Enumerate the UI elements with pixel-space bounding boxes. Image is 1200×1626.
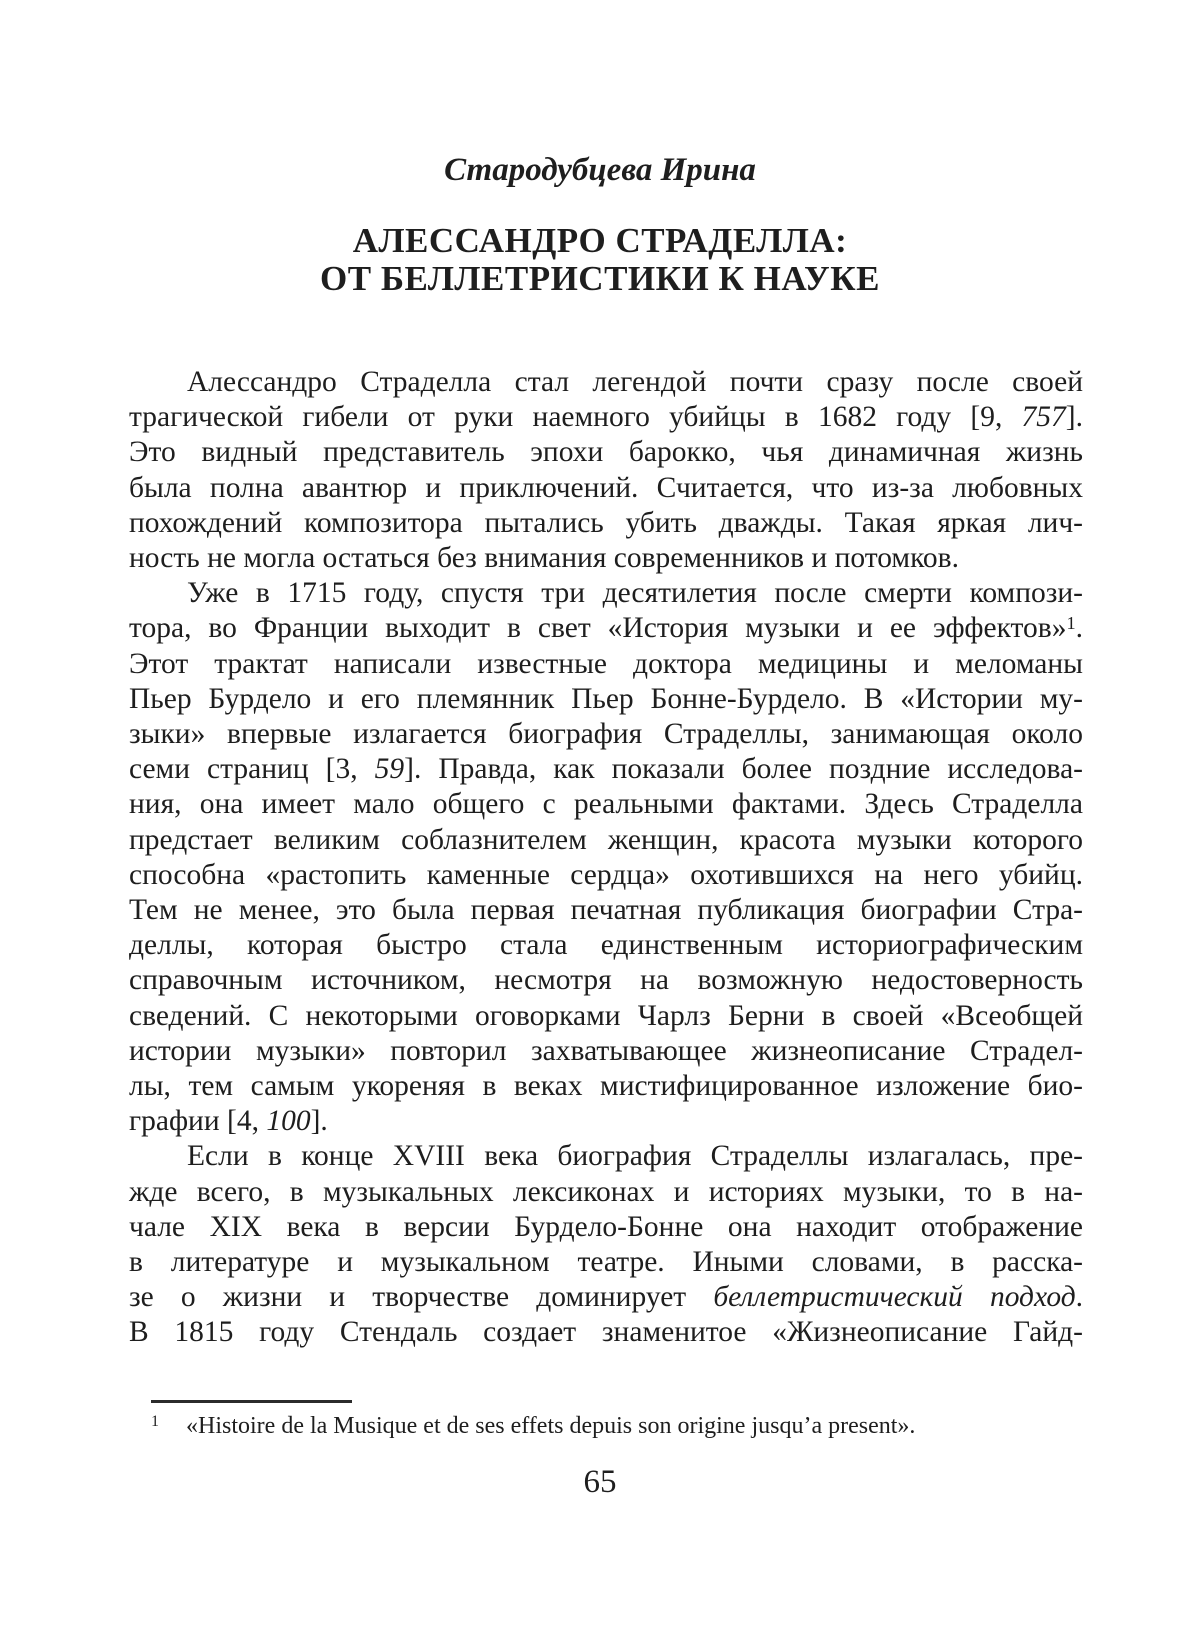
text-segment: беллетристический подход — [713, 1281, 1076, 1314]
text-line — [129, 858, 1083, 893]
text-line — [129, 1210, 1083, 1245]
text-segment: 59 — [374, 753, 405, 786]
footnote-marker: 1 — [151, 1413, 159, 1430]
text-segment: деллы, которая быстро стала единственным историографическим — [129, 929, 1083, 962]
text-line — [129, 787, 1083, 822]
text-segment: истории музыки» повторил захватывающее жизнеописание Страдел- — [129, 1034, 1083, 1067]
text-line — [129, 365, 1083, 400]
title-line-1: АЛЕССАНДРО СТРАДЕЛЛА: — [352, 221, 848, 260]
text-segment: зе о жизни и творчестве доминирует — [129, 1281, 714, 1314]
text-segment: Пьер Бурдело и его племянник Пьер Бонне-Бурдело. В «Истории му- — [129, 682, 1083, 715]
text-segment: жде всего, в музыкальных лексиконах и историях музыки, то в на- — [129, 1175, 1083, 1208]
text-line — [129, 400, 1083, 435]
text-segment: Уже в 1715 году, спустя три десятилетия после смерти компози- — [187, 577, 1083, 610]
text-segment: трагической гибели от руки наемного убийцы в 1682 году [9, — [129, 401, 1022, 434]
text-line — [129, 963, 1083, 998]
text-line — [129, 1315, 1083, 1350]
text-segment: Если в конце XVIII века биография Страделлы излагалась, пре- — [187, 1140, 1083, 1173]
footnote-text: «Histoire de la Musique et de ses effets depuis son origine jusqu’a present». — [186, 1413, 916, 1439]
text-line — [129, 576, 1083, 611]
text-segment: Это видный представитель эпохи барокко, чья динамичная жизнь — [129, 436, 1083, 469]
text-segment: 100 — [266, 1105, 311, 1138]
text-segment: ность не могла остаться без внимания современников и потомков. — [129, 542, 959, 575]
text-line — [129, 647, 1083, 682]
text-line — [129, 752, 1083, 787]
text-segment: . — [1075, 1281, 1083, 1314]
text-line — [129, 893, 1083, 928]
text-line — [129, 506, 1083, 541]
text-segment: зыки» впервые излагается биография Страделлы, занимающая около — [129, 718, 1083, 751]
text-line — [129, 682, 1083, 717]
text-segment: ]. — [310, 1105, 328, 1138]
text-segment: справочным источником, несмотря на возможную недостоверность — [129, 964, 1083, 997]
text-segment: семи страниц [3, — [129, 753, 375, 786]
text-segment: 757 — [1021, 401, 1066, 434]
text-segment: способна «растопить каменные сердца» охотившихся на него убийц. — [129, 858, 1083, 891]
text-segment: предстает великим соблазнителем женщин, красота музыки которого — [129, 823, 1083, 856]
text-line — [129, 471, 1083, 506]
footnote — [151, 1410, 1083, 1445]
text-segment: лы, тем самым укореняя в веках мистифицированное изложение био- — [129, 1070, 1083, 1103]
text-segment: Этот трактат написали известные доктора медицины и меломаны — [129, 647, 1083, 680]
text-segment: . — [1075, 612, 1083, 645]
text-segment: чале XIX века в версии Бурдело-Бонне она находит отображение — [129, 1210, 1083, 1243]
body-text — [129, 365, 1083, 1351]
paragraph — [129, 365, 1083, 576]
text-segment: тора, во Франции выходит в свет «История музыки и ее эффектов» — [129, 612, 1067, 645]
text-segment: в литературе и музыкальном театре. Иными словами, в расска- — [129, 1246, 1083, 1279]
text-segment: Тем не менее, это была первая печатная публикация биографии Стра- — [129, 894, 1083, 927]
text-line — [129, 1245, 1083, 1280]
text-segment: Алессандро Страделла стал легендой почти сразу после своей — [187, 366, 1083, 398]
text-line — [129, 435, 1083, 470]
text-segment: ]. — [1065, 401, 1083, 434]
text-line — [129, 1175, 1083, 1210]
text-segment: графии [4, — [129, 1105, 267, 1138]
author-name: Стародубцева Ирина — [444, 152, 756, 188]
footnote-separator — [151, 1400, 352, 1403]
text-segment: сведений. С некоторыми оговорками Чарлз Берни в своей «Всеобщей — [129, 999, 1083, 1032]
text-segment: была полна авантюр и приключений. Считается, что из-за любовных — [129, 471, 1083, 504]
text-line — [129, 717, 1083, 752]
text-segment: ]. Правда, как показали более поздние исследова- — [404, 753, 1083, 786]
paragraph — [129, 1139, 1083, 1350]
text-line — [129, 1069, 1083, 1104]
text-line — [129, 1139, 1083, 1174]
text-line — [129, 999, 1083, 1034]
text-line — [129, 823, 1083, 858]
text-line — [129, 1034, 1083, 1069]
text-segment: ния, она имеет мало общего с реальными фактами. Здесь Страделла — [129, 788, 1083, 821]
text-segment: В 1815 году Стендаль создает знаменитое «Жизнеописание Гайд- — [129, 1316, 1083, 1349]
title-line-2: ОТ БЕЛЛЕТРИСТИКИ К НАУКЕ — [320, 259, 880, 298]
text-line — [129, 1280, 1083, 1315]
text-line — [129, 541, 1083, 576]
text-line — [129, 1104, 1083, 1139]
paragraph — [129, 576, 1083, 1139]
footnote-reference: 1 — [1066, 612, 1076, 633]
article-title — [0, 222, 1200, 298]
text-segment: похождений композитора пытались убить дважды. Такая яркая лич- — [129, 506, 1083, 539]
text-line — [129, 928, 1083, 963]
text-line — [129, 611, 1083, 646]
page-number: 65 — [583, 1464, 617, 1500]
